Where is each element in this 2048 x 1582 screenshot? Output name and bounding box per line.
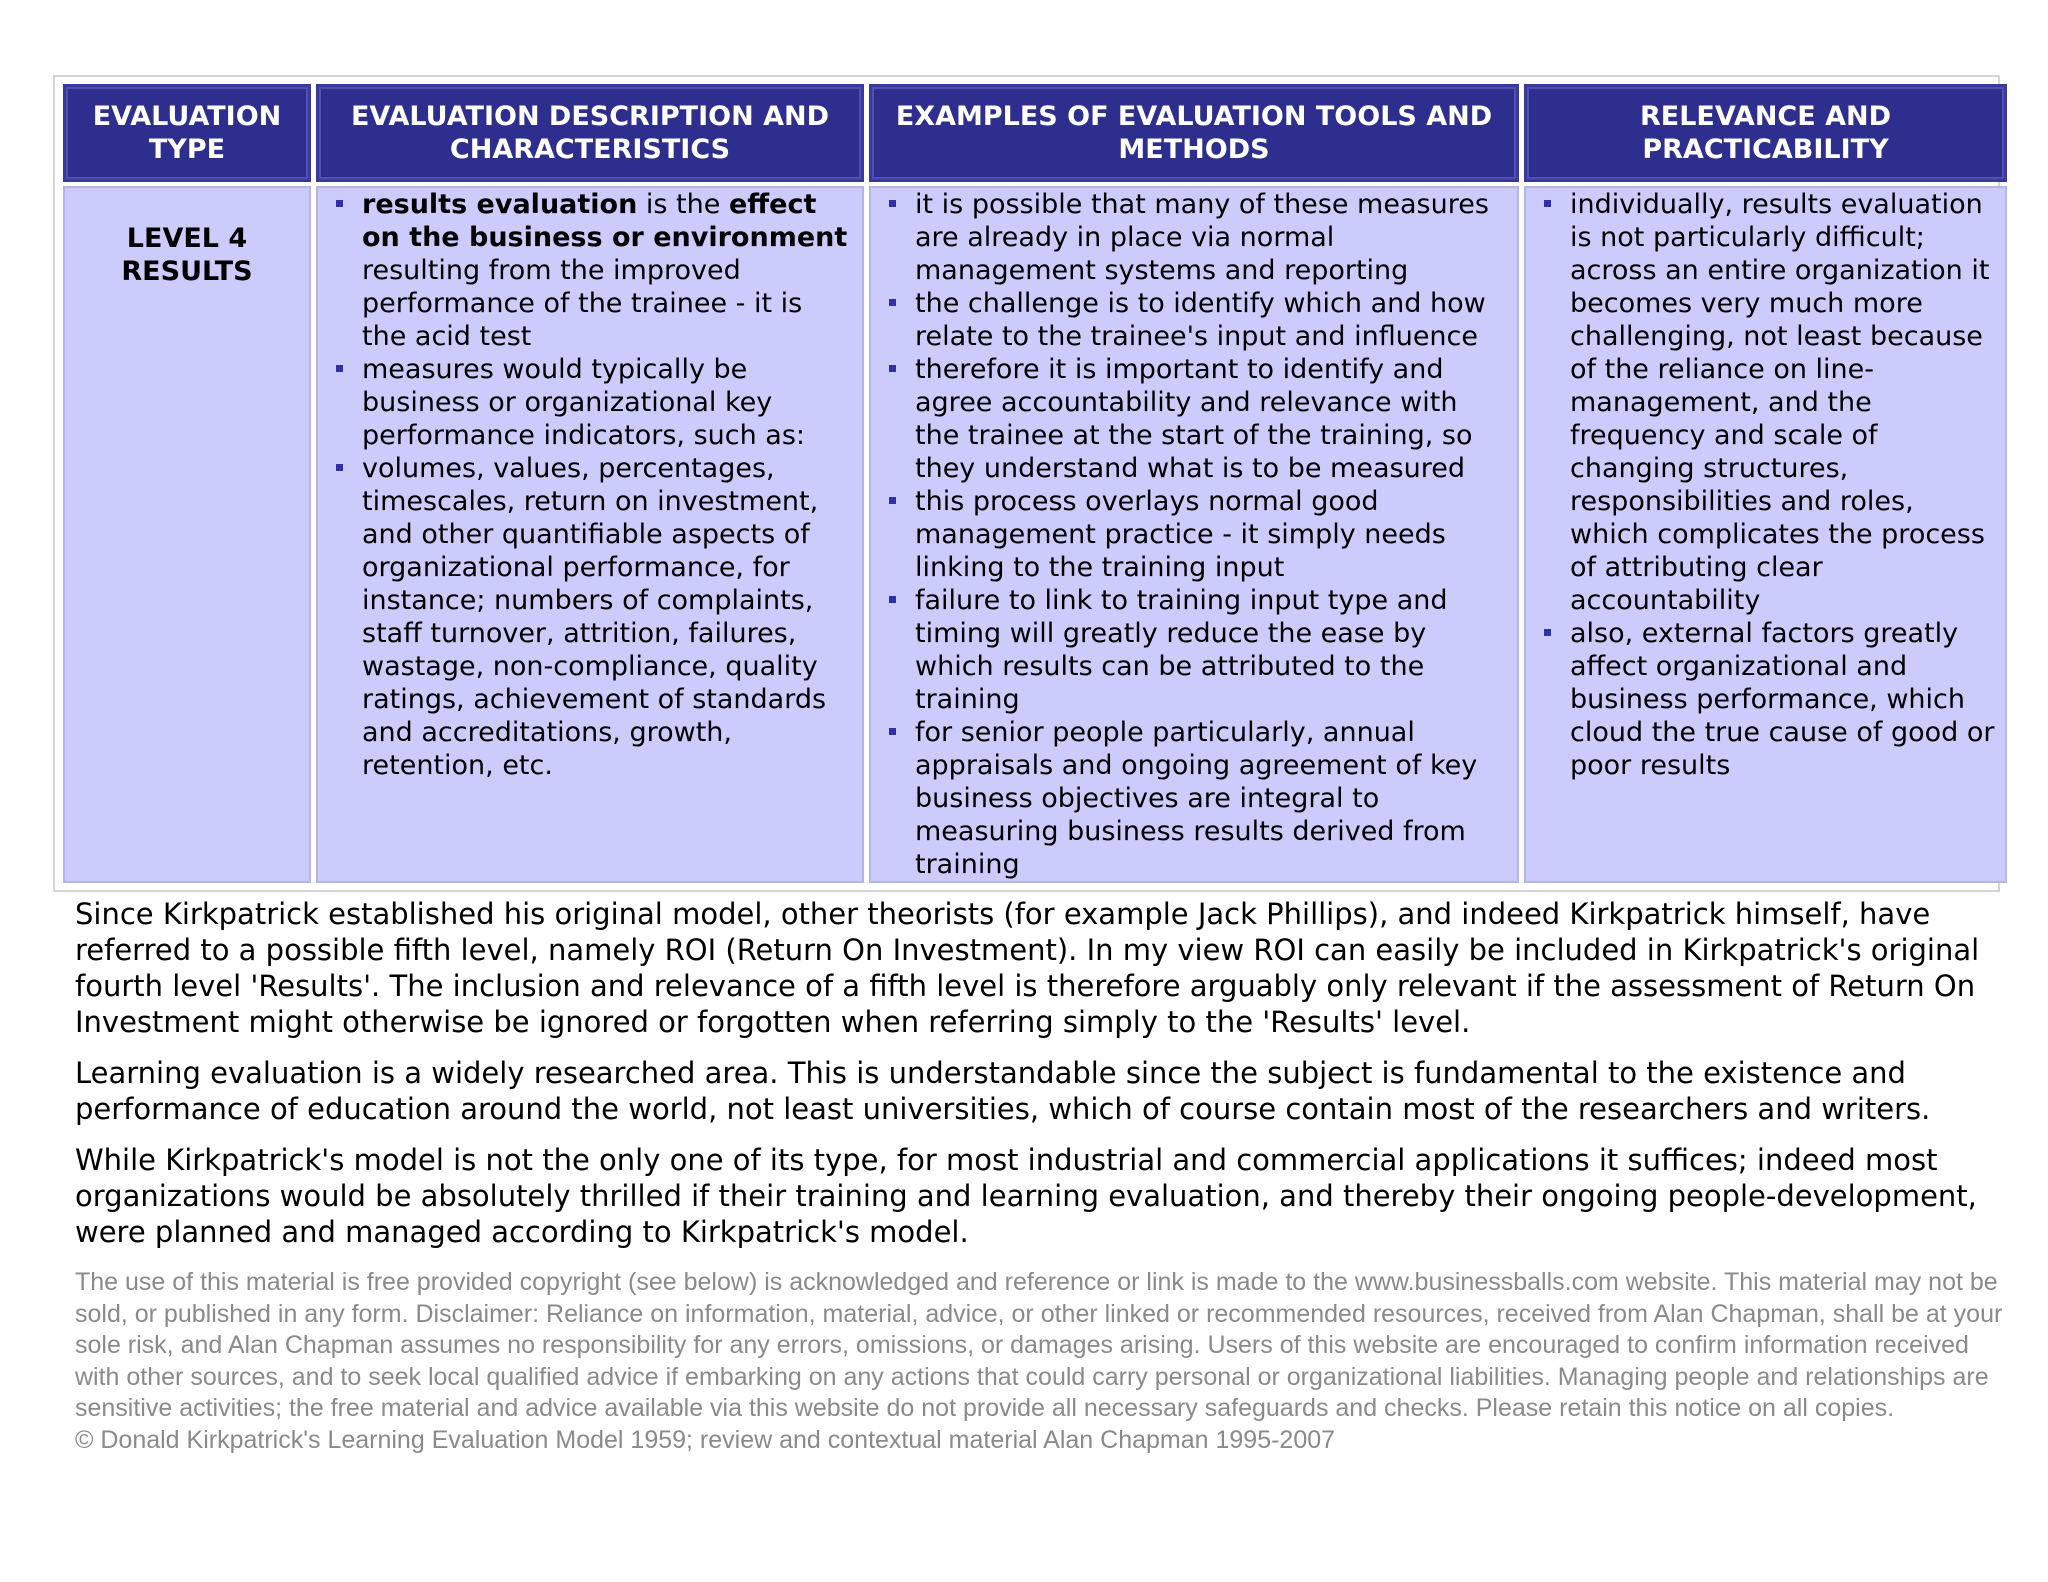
list-item: measures would typically be business or organizational key performance indicators, such as:	[336, 353, 854, 452]
level-number: LEVEL 4	[126, 223, 248, 254]
list-item: therefore it is important to identify and agree accountability and relevance with the trainee at the start of the training, so they understand what is to be measured	[889, 353, 1509, 485]
list-item: volumes, values, percentages, timescales, return on investment, and other quantifiable aspects of organizational performance, for instance; numbers of complaints, staff turnover, attrition, failures, wastage, non-compliance, quality ratings, achievement of standards and accreditations, growth, retention, etc.	[336, 452, 854, 782]
header-relevance: RELEVANCE AND PRACTICABILITY	[1524, 84, 2007, 182]
header-tools-methods: EXAMPLES OF EVALUATION TOOLS AND METHODS	[869, 84, 1519, 182]
description-cell	[316, 186, 864, 883]
examples-list	[871, 188, 1509, 881]
evaluation-table-frame	[53, 75, 2000, 892]
description-list	[318, 188, 854, 782]
copyright-notice	[75, 1267, 2010, 1456]
level-name: RESULTS	[121, 256, 253, 287]
copyright-line: © Donald Kirkpatrick's Learning Evaluation Model 1959; review and contextual material Alan Chapman 1995-2007	[75, 1425, 1336, 1454]
list-item: this process overlays normal good management practice - it simply needs linking to the training input	[889, 485, 1509, 584]
examples-cell	[869, 186, 1519, 883]
table-row	[63, 186, 2007, 883]
level-cell	[63, 186, 311, 883]
list-item: failure to link to training input type and timing will greatly reduce the ease by which results can be attributed to the training	[889, 584, 1509, 716]
body-text	[75, 896, 2005, 1265]
list-item: individually, results evaluation is not particularly difficult; across an entire organization it becomes very much more challenging, not least because of the reliance on line-management, and the frequency and scale of changing structures, responsibilities and roles, which complicates the process of attributing clear accountability	[1544, 188, 1997, 617]
list-item	[336, 188, 854, 353]
list-item: for senior people particularly, annual appraisals and ongoing agreement of key business objectives are integral to measuring business results derived from training	[889, 716, 1509, 881]
paragraph-research: Learning evaluation is a widely researched area. This is understandable since the subject is fundamental to the existence and performance of education around the world, not least universities, which of course contain most of the researchers and writers.	[75, 1056, 1931, 1126]
paragraph-fifth-level: Since Kirkpatrick established his original model, other theorists (for example Jack Phillips), and indeed Kirkpatrick himself, have referred to a possible fifth level, namely ROI (Return On Investment). In my view ROI can easily be included in Kirkpatrick's original fourth level 'Results'. The inclusion and relevance of a fifth level is therefore arguably only relevant if the assessment of Return On Investment might otherwise be ignored or forgotten when referring simply to the 'Results' level.	[75, 897, 1980, 1039]
list-item: it is possible that many of these measures are already in place via normal management systems and reporting	[889, 188, 1509, 287]
list-item: also, external factors greatly affect organizational and business performance, which cloud the true cause of good or poor results	[1544, 617, 1997, 782]
relevance-list	[1526, 188, 1997, 782]
header-evaluation-type: EVALUATION TYPE	[63, 84, 311, 182]
evaluation-table	[58, 80, 2012, 887]
relevance-cell	[1524, 186, 2007, 883]
paragraph-model-suffices: While Kirkpatrick's model is not the only one of its type, for most industrial and commercial applications it suffices; indeed most organizations would be absolutely thrilled if their training and learning evaluation, and thereby their ongoing people-development, were planned and managed according to Kirkpatrick's model.	[75, 1143, 1977, 1249]
bold-term: results evaluation	[362, 189, 638, 220]
list-item: the challenge is to identify which and how relate to the trainee's input and influence	[889, 287, 1509, 353]
bold-term: effect on the business or environment	[362, 189, 848, 253]
disclaimer-text: The use of this material is free provided copyright (see below) is acknowledged and reference or link is made to the www.businessballs.com website. This material may not be sold, or published in any form. Disclaimer: Reliance on information, material, advice, or other linked or recommended resources, received from Alan Chapman, shall be at your sole risk, and Alan Chapman assumes no responsibility for any errors, omissions, or damages arising. Users of this website are encouraged to confirm information received with other sources, and to seek local qualified advice if embarking on any actions that could carry personal or organizational liabilities. Managing people and relationships are sensitive activities; the free material and advice available via this website do not provide all necessary safeguards and checks. Please retain this notice on all copies.	[75, 1268, 2003, 1422]
text-fragment: resulting from the improved performance of the trainee - it is the acid test	[362, 255, 803, 352]
table-header-row	[63, 84, 2007, 182]
text-fragment: is the	[637, 189, 729, 220]
header-description: EVALUATION DESCRIPTION AND CHARACTERISTICS	[316, 84, 864, 182]
